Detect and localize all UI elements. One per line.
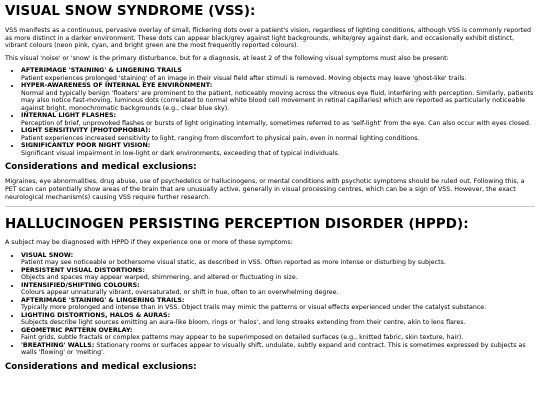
symptom-desc: Colours appear unnaturally vibrant, oversaturated, or shift in hue, often to an overwhelming degree.: [21, 289, 339, 297]
symptom-desc: Patient experiences increased sensitivity to light, ranging from discomfort to physical pain, even in normal lighting conditions.: [21, 134, 420, 142]
symptom-desc: Stationary rooms or surfaces appear to visually shift, undulate, subtly expand and contract. This is sometimes expressed by subjects as walls 'flowing' or 'melting'.: [21, 341, 526, 357]
list-item: [21, 267, 535, 282]
symptom-desc: Subjects describe light sources emitting an aura-like bloom, rings or 'halos', and long streaks extending from their centre, akin to lens flares.: [21, 319, 466, 327]
vss-considerations-heading: Considerations and medical exclusions:: [5, 162, 197, 173]
list-item: [21, 342, 535, 357]
vss-symptom-list: [5, 67, 535, 157]
symptom-desc: Perception of brief, unprovoked flashes or bursts of light originating internally, sometimes referred to as 'self-light' from the eye. Can also occur with eyes closed.: [21, 119, 531, 127]
list-item: [21, 127, 535, 142]
symptom-desc: Patient experiences prolonged 'staining' of an image in their visual field after stimuli is removed. Moving objects may leave 'ghost-like' trails.: [21, 74, 467, 82]
symptom-title: • HYPER-AWARENESS OF INTERNAL EYE ENVIRONMENT:: [21, 82, 213, 90]
list-item: [21, 312, 535, 327]
list-item: [21, 82, 535, 112]
list-item: [21, 252, 535, 267]
symptom-title: • GEOMETRIC PATTERN OVERLAY:: [21, 326, 133, 334]
list-item: [21, 282, 535, 297]
hppd-considerations-heading: Considerations and medical exclusions:: [5, 361, 197, 372]
symptom-title: • LIGHT SENSITIVITY (PHOTOPHOBIA):: [21, 127, 151, 135]
symptom-title: • AFTERIMAGE 'STAINING' & LINGERING TRAILS:: [21, 296, 185, 304]
vss-considerations: Migraines, eye abnormalities, drug abuse, use of psychedelics or hallucinogens, or mental conditions with psychotic symptoms should be ruled out. Following this, a PET scan can potentially show areas of the brain that are unusually active, generally in visual processing centres, which can be a sign of VSS. However, the exact neurological mechanism(s) causing VSS require further research.: [5, 178, 525, 201]
symptom-title: • INTENSIFIED/SHIFTING COLOURS:: [21, 281, 140, 289]
section-divider: [5, 206, 535, 207]
symptom-title: • LIGHTING DISTORTIONS, HALOS & AURAS:: [21, 311, 171, 319]
symptom-title: • VISUAL SNOW:: [21, 251, 74, 259]
vss-intro: VSS manifests as a continuous, pervasive overlay of small, flickering dots over a patient's vision, regardless of lighting conditions, although VSS is commonly reported as more distinct in a darker environment. These dots can appear black/grey against light backgrounds, white/grey against dark, and occasionally exhibit distinct, vibrant colours (neon pink, cyan, and bright green are the most frequently reported colours).: [5, 27, 532, 50]
symptom-desc: Faint grids, subtle fractals or complex patterns may appear to be superimposed on detailed surfaces (e.g., knitted fabric, skin texture, hair).: [21, 334, 464, 342]
vss-criteria: This visual 'noise' or 'snow' is the primary disturbance, but for a diagnosis, at least 2 of the following visual symptoms must also be present:: [5, 54, 449, 62]
symptom-title: • PERSISTENT VISUAL DISTORTIONS:: [21, 266, 145, 274]
symptom-desc: Objects and spaces may appear warped, shimmering, and altered or fluctuating in size.: [21, 274, 298, 282]
hppd-title: HALLUCINOGEN PERSISTING PERCEPTION DISORDER (HPPD):: [5, 217, 469, 233]
hppd-intro: A subject may be diagnosed with HPPD if they experience one or more of these symptoms:: [5, 239, 293, 247]
hppd-section: [5, 217, 535, 373]
symptom-title: • INTERNAL LIGHT FLASHES:: [21, 112, 117, 120]
vss-title: VISUAL SNOW SYNDROME (VSS):: [5, 4, 256, 19]
symptom-desc: Normal and typically benign 'floaters' are prominent to the patient, noticeably moving across the vitreous eye fluid, interfering with perception. Similarly, patients may also notice fast-moving, luminous dots (correlated to normal white blood cell movement in retinal capillaries) which are reported as particularly noticeable against bright, monochromatic backgrounds (e.g., clear blue sky).: [21, 89, 534, 112]
symptom-desc: Typically more prolonged and intense than in VSS. Object trails may mimic the patterns or visual effects experienced under the catalyst substance.: [21, 304, 487, 312]
list-item: [21, 297, 535, 312]
list-item: [21, 327, 535, 342]
symptom-title: 'BREATHING' WALLS:: [21, 341, 95, 349]
vss-section: [5, 4, 535, 201]
symptom-title: • AFTERIMAGE 'STAINING' & LINGERING TRAILS: [21, 67, 182, 75]
list-item: [21, 142, 535, 157]
symptom-desc: Patient may see noticeable or bothersome visual static, as described in VSS. Often reported as more intense or disturbing by subjects.: [21, 259, 446, 267]
list-item: [21, 112, 535, 127]
symptom-desc: Significant visual impairment in low-light or dark environments, exceeding that of typical individuals.: [21, 149, 340, 157]
hppd-symptom-list: [5, 252, 535, 357]
symptom-title: • SIGNIFICANTLY POOR NIGHT VISION:: [21, 142, 151, 150]
list-item: [21, 67, 535, 82]
